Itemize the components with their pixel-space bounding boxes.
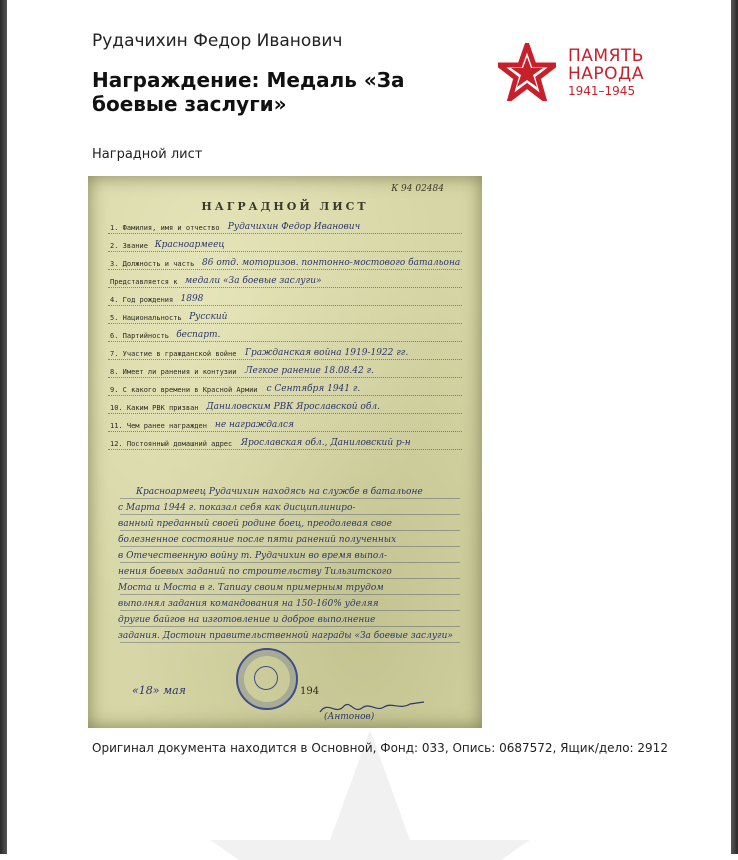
- narrative-line: задания. Достоин правительственной награды «За боевые заслуги»: [118, 631, 453, 641]
- sheet-field-value: не награждался: [214, 420, 295, 430]
- sheet-field-value: Русский: [189, 312, 228, 322]
- sheet-field-value: беспарт.: [176, 330, 221, 340]
- sheet-field-rule: [108, 412, 462, 414]
- sheet-field-rule: [108, 394, 462, 396]
- sheet-field-label: 8. Имеет ли ранения и контузии: [110, 368, 237, 376]
- award-sheet-scan[interactable]: [88, 176, 482, 728]
- sheet-date: «18» мая: [132, 684, 186, 697]
- sheet-field-label: 7. Участие в гражданской войне: [110, 350, 237, 358]
- sheet-field-value: 1898: [180, 294, 204, 304]
- narrative-line: Моста и Моста в г. Тапиау своим примерным трудом: [118, 583, 384, 593]
- sheet-field-label: 2. Звание: [110, 242, 148, 250]
- sheet-field-label: 10. Каким РВК призван: [110, 404, 199, 412]
- sheet-year: 194: [300, 686, 320, 697]
- narrative-line: другие байгов на изготовление и доброе выполнение: [118, 615, 376, 625]
- narrative-line: Красноармеец Рудачихин находясь на службе в батальоне: [136, 487, 423, 497]
- sheet-field-label: 12. Постоянный домашний адрес: [110, 440, 233, 448]
- document-type-label: Наградной лист: [92, 147, 203, 162]
- sheet-field-rule: [108, 286, 462, 288]
- signature-name: (Антонов): [324, 712, 375, 722]
- archive-source-note: Оригинал документа находится в Основной, Фонд: 033, Опись: 0687572, Ящик/дело: 2912: [92, 741, 668, 755]
- sheet-field-label: 1. Фамилия, имя и отчество: [110, 224, 220, 232]
- sheet-field-label: 5. Национальность: [110, 314, 182, 322]
- sheet-field-label: 9. С какого времени в Красной Армии: [110, 386, 258, 394]
- logo-text-line1: ПАМЯТЬ: [568, 46, 644, 66]
- sheet-header: НАГРАДНОЙ ЛИСТ: [201, 200, 369, 213]
- sheet-field-value: Даниловским РВК Ярославской обл.: [206, 402, 380, 412]
- sheet-field-value: медали «За боевые заслуги»: [184, 276, 322, 286]
- narrative-line: нения боевых заданий по строительству Тильзитского: [118, 567, 392, 577]
- sheet-field-label: Представляется к: [110, 278, 178, 286]
- person-name: Рудачихин Федор Иванович: [92, 31, 343, 51]
- sheet-field-rule: [108, 340, 462, 342]
- left-edge-frame: [0, 0, 7, 854]
- sheet-field-value: Ярославская обл., Даниловский р-н: [240, 438, 411, 448]
- sheet-field-label: 4. Год рождения: [110, 296, 174, 304]
- right-edge-frame: [731, 0, 738, 854]
- archive-number: К 94 02484: [391, 184, 444, 194]
- sheet-field-rule: [108, 358, 462, 360]
- sheet-field-value: 86 отд. моторизов. понтонно-мостового батальона: [202, 258, 461, 268]
- sheet-field-rule: [108, 448, 462, 450]
- narrative-line: с Марта 1944 г. показал себя как дисциплиниро-: [118, 503, 356, 513]
- logo-years: 1941–1945: [568, 84, 636, 98]
- sheet-field-label: 11. Чем ранее награжден: [110, 422, 207, 430]
- sheet-field-rule: [108, 430, 462, 432]
- sheet-field-value: Гражданская война 1919-1922 гг.: [245, 348, 409, 358]
- narrative-line: болезненное состояние после пяти ранений полученных: [118, 535, 397, 545]
- award-title: Награждение: Медаль «За боевые заслуги»: [92, 68, 405, 116]
- sheet-field-rule: [108, 232, 462, 234]
- narrative-line: в Отечественную войну т. Рудачихин во время выпол-: [118, 551, 388, 561]
- sheet-field-value: Рудачихин Федор Иванович: [227, 222, 361, 232]
- sheet-field-rule: [108, 376, 462, 378]
- red-star-icon: [498, 43, 556, 101]
- sheet-field-value: Легкое ранение 18.08.42 г.: [245, 366, 375, 376]
- sheet-field-value: Красноармеец: [154, 240, 225, 250]
- official-stamp-icon: [236, 648, 298, 710]
- logo-text-line2: НАРОДА: [568, 64, 644, 84]
- narrative-line: ванный преданный своей родине боец, преодолевая свое: [118, 519, 392, 529]
- sheet-field-value: с Сентября 1941 г.: [266, 384, 361, 394]
- sheet-field-rule: [108, 250, 462, 252]
- narrative-line: выполнял задания командования на 150-160% уделяя: [118, 599, 379, 609]
- sheet-field-rule: [108, 304, 462, 306]
- sheet-field-label: 3. Должность и часть: [110, 260, 195, 268]
- pamyat-naroda-logo[interactable]: [498, 43, 668, 103]
- sheet-field-rule: [108, 322, 462, 324]
- sheet-field-rule: [108, 268, 462, 270]
- sheet-field-label: 6. Партийность: [110, 332, 170, 340]
